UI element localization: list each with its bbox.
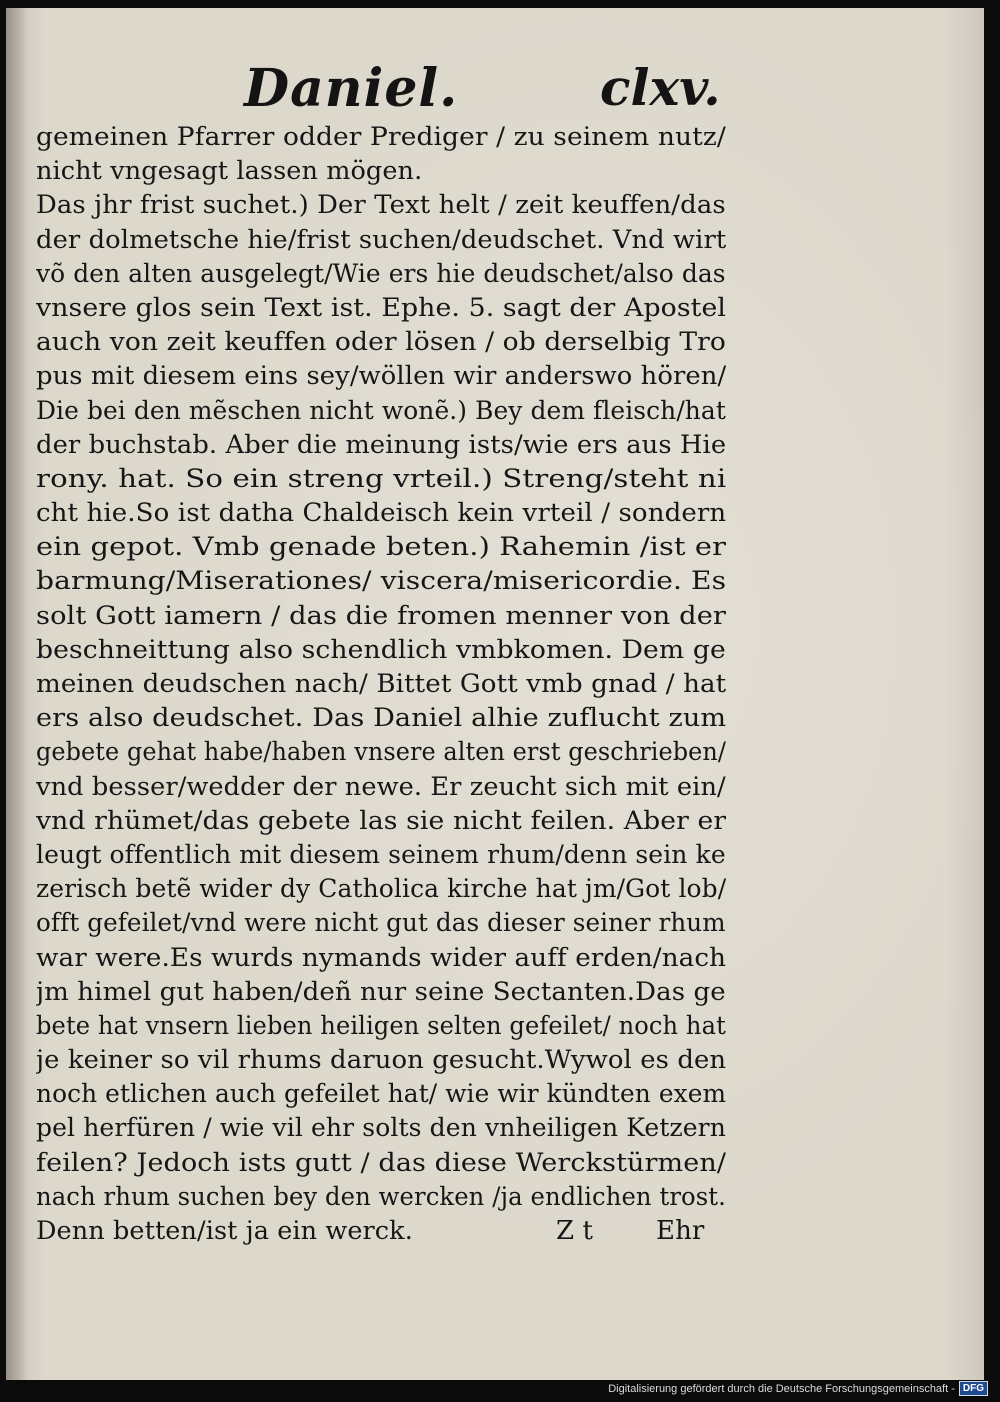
spine-shadow [6,8,28,1380]
text-line: ers also deudschet. Das Daniel alhie zuflucht zum [36,703,726,734]
text-line: solt Gott iamern / das die fromen menner von der [36,600,726,631]
page-header [6,56,984,126]
text-line: leugt offentlich mit diesem seinem rhum/denn sein ke [36,839,726,870]
book-page [6,8,984,1380]
text-line: meinen deudschen nach/ Bittet Gott vmb gnad / hat [36,669,726,699]
text-line: jm himel gut haben/deñ nur seine Sectanten.Das ge [36,976,726,1007]
text-line: Die bei den mẽschen nicht wonẽ.) Bey dem fleisch/hat [36,395,726,426]
text-line: noch etlichen auch gefeilet hat/ wie wir kündten exem [36,1079,726,1110]
text-line: beschneittung also schendlich vmbkomen. Dem ge [36,634,726,665]
text-line: cht hie.So ist datha Chaldeisch kein vrteil / sondern [36,498,726,529]
footer-credit: Digitalisierung gefördert durch die Deutsche Forschungsgemeinschaft - [608,1382,955,1395]
text-line: auch von zeit keuffen oder lösen / ob derselbig Tro [36,327,726,358]
text-line: pel herfüren / wie vil ehr solts den vnheiligen Ketzern [36,1113,726,1144]
folio-number: clxv. [600,58,721,117]
text-line: nach rhum suchen bey den wercken /ja endlichen trost. [36,1181,726,1212]
text-line: rony. hat. So ein streng vrteil.) Streng/steht ni [36,463,726,494]
last-line-text: Denn betten/ist ja ein werck. [36,1216,413,1246]
text-line: war were.Es wurds nymands wider auff erden/nach [36,942,726,973]
running-title: Daniel. [244,58,459,119]
text-line: je keiner so vil rhums daruon gesucht.Wywol es den [36,1045,726,1076]
digitization-footer [608,1381,988,1396]
catchword: Ehr [656,1216,705,1246]
text-line: vnd rhümet/das gebete las sie nicht feilen. Aber er [36,805,726,836]
text-line: ein gepot. Vmb genade beten.) Rahemin /ist er [36,532,726,563]
text-line: gebete gehat habe/haben vnsere alten erst geschrieben/ [36,737,726,768]
signature-mark: Z t [556,1216,594,1246]
dfg-logo-icon: DFG [959,1381,988,1396]
text-line: der buchstab. Aber die meinung ists/wie ers aus Hie [36,429,726,460]
text-line: barmung/Miserationes/ viscera/misericordie. Es [36,566,726,597]
text-line: der dolmetsche hie/frist suchen/deudschet. Vnd wirt [36,224,726,255]
text-line: feilen? Jedoch ists gutt / das diese Werckstürmen/ [36,1147,726,1178]
text-line: pus mit diesem eins sey/wöllen wir anderswo hören/ [36,361,726,392]
text-line: vnd besser/wedder der newe. Er zeucht sich mit ein/ [36,771,726,802]
text-line: offt gefeilet/vnd were nicht gut das dieser seiner rhum [36,908,726,939]
text-line: bete hat vnsern lieben heiligen selten gefeilet/ noch hat [36,1010,726,1041]
body-text [36,120,726,1248]
last-text-line [36,1214,726,1248]
text-line: gemeinen Pfarrer odder Prediger / zu seinem nutz/ [36,122,726,152]
text-line: zerisch betẽ wider dy Catholica kirche hat jm/Got lob/ [36,874,726,905]
text-line: Das jhr frist suchet.) Der Text helt / zeit keuffen/das [36,190,726,221]
text-line: võ den alten ausgelegt/Wie ers hie deudschet/also das [36,258,726,289]
text-line: nicht vngesagt lassen mögen. [36,156,423,187]
text-line: vnsere glos sein Text ist. Ephe. 5. sagt der Apostel [36,292,726,323]
